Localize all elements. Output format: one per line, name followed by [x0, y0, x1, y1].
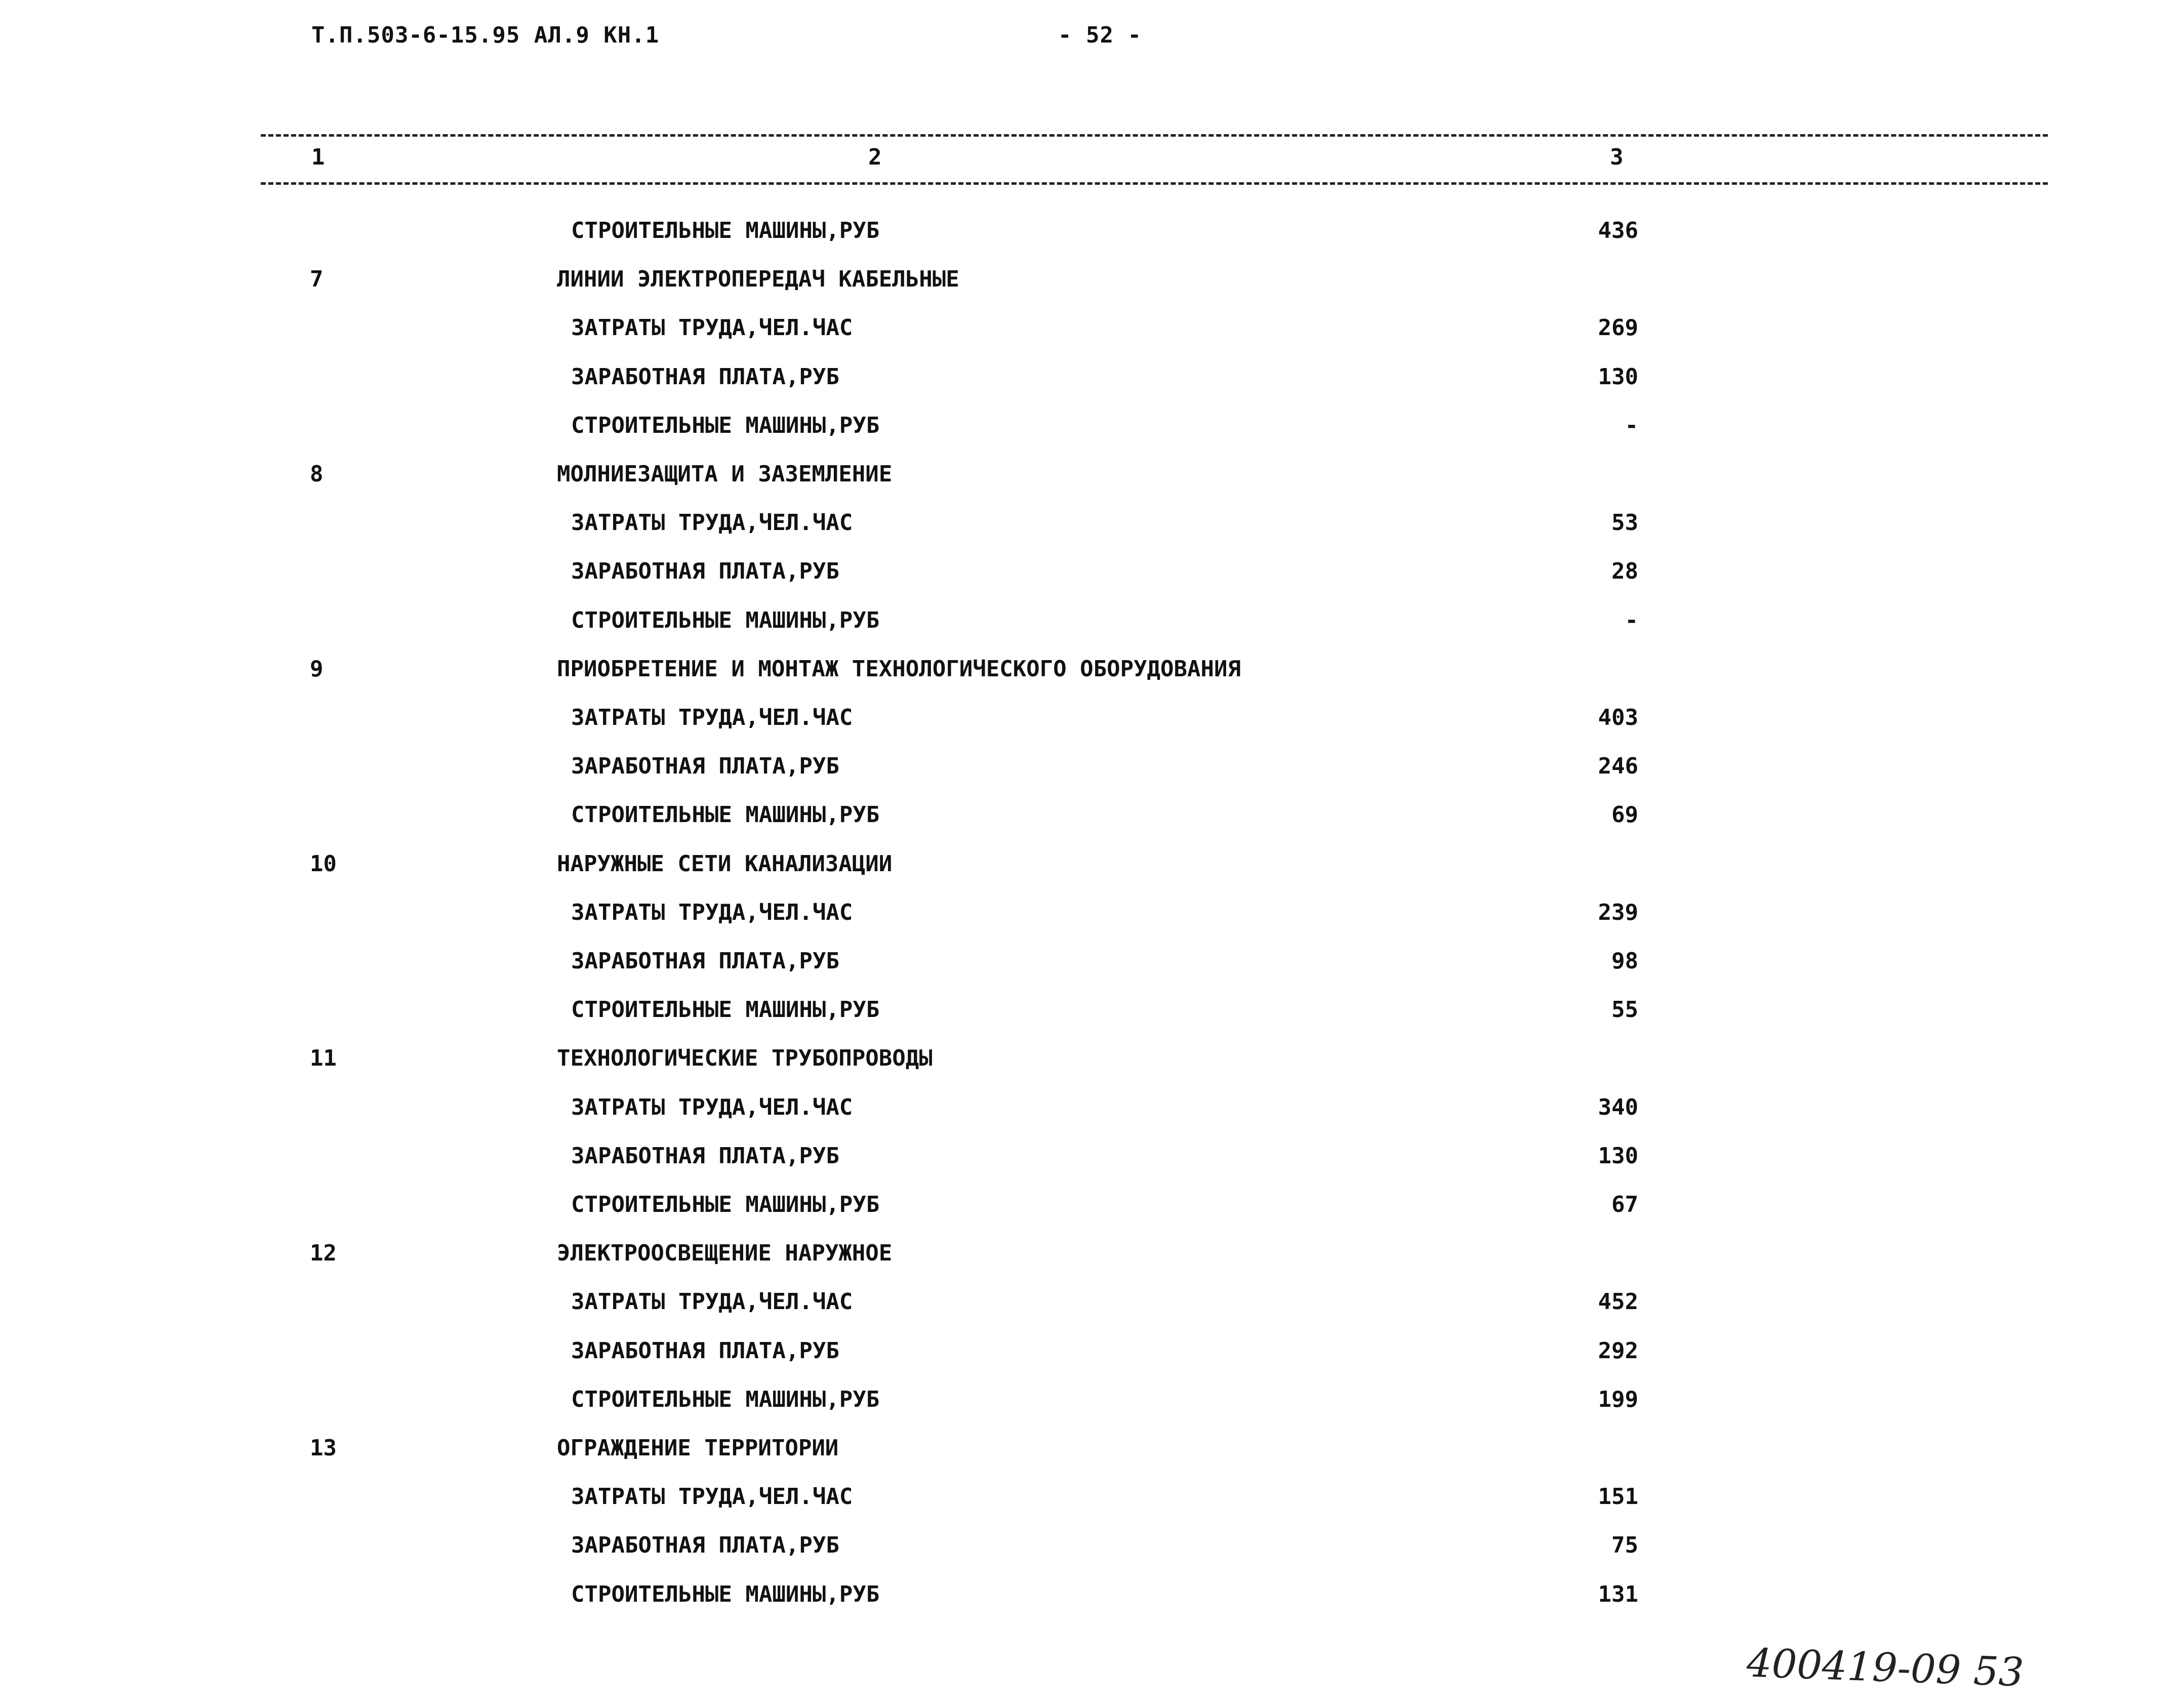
table-row: [0, 802, 2180, 837]
table-row: [0, 1532, 2180, 1568]
item-label: ЗАРАБОТНАЯ ПЛАТА,РУБ: [571, 753, 839, 780]
section-title: ЛИНИИ ЭЛЕКТРОПЕРЕДАЧ КАБЕЛЬНЫЕ: [557, 266, 959, 293]
item-label: СТРОИТЕЛЬНЫЕ МАШИНЫ,РУБ: [571, 997, 880, 1023]
item-value: 53: [1611, 510, 1638, 536]
section-number: 9: [310, 656, 324, 682]
item-value: 130: [1598, 1143, 1638, 1169]
item-label: ЗАРАБОТНАЯ ПЛАТА,РУБ: [571, 948, 839, 974]
item-value: -: [1625, 412, 1638, 438]
item-label: СТРОИТЕЛЬНЫЕ МАШИНЫ,РУБ: [571, 412, 880, 438]
table-row: [0, 1143, 2180, 1178]
section-row: [0, 266, 2180, 302]
table-row: [0, 413, 2180, 448]
item-value: 98: [1611, 948, 1638, 974]
item-value: 239: [1598, 899, 1638, 925]
item-label: СТРОИТЕЛЬНЫЕ МАШИНЫ,РУБ: [571, 802, 880, 828]
table-row: [0, 315, 2180, 350]
section-row: [0, 1045, 2180, 1081]
item-label: СТРОИТЕЛЬНЫЕ МАШИНЫ,РУБ: [571, 1581, 880, 1607]
item-label: ЗАТРАТЫ ТРУДА,ЧЕЛ.ЧАС: [571, 510, 853, 536]
section-title: ОГРАЖДЕНИЕ ТЕРРИТОРИИ: [557, 1435, 839, 1461]
table-row: [0, 1289, 2180, 1324]
item-label: ЗАТРАТЫ ТРУДА,ЧЕЛ.ЧАС: [571, 1484, 853, 1510]
table-row: [0, 753, 2180, 789]
table-row: [0, 705, 2180, 740]
table-row: [0, 218, 2180, 253]
item-label: ЗАРАБОТНАЯ ПЛАТА,РУБ: [571, 363, 839, 390]
section-row: [0, 461, 2180, 497]
table-row: [0, 948, 2180, 984]
item-value: 131: [1598, 1581, 1638, 1607]
table-row: [0, 900, 2180, 935]
column-header-1: 1: [311, 144, 325, 170]
item-value: 67: [1611, 1192, 1638, 1217]
table-row: [0, 364, 2180, 399]
item-value: 28: [1611, 558, 1638, 585]
section-title: ТЕХНОЛОГИЧЕСКИЕ ТРУБОПРОВОДЫ: [557, 1045, 933, 1072]
item-value: 55: [1611, 997, 1638, 1023]
section-title: ПРИОБРЕТЕНИЕ И МОНТАЖ ТЕХНОЛОГИЧЕСКОГО ОБОРУДОВАНИЯ: [557, 656, 1241, 682]
item-value: 130: [1598, 363, 1638, 390]
section-row: [0, 1435, 2180, 1471]
item-label: ЗАТРАТЫ ТРУДА,ЧЕЛ.ЧАС: [571, 1094, 853, 1120]
table-top-rule: [261, 134, 2048, 137]
item-label: ЗАТРАТЫ ТРУДА,ЧЕЛ.ЧАС: [571, 1289, 853, 1315]
table-row: [0, 1338, 2180, 1373]
column-header-3: 3: [1610, 144, 1624, 170]
section-number: 8: [310, 461, 324, 487]
table-row: [0, 510, 2180, 545]
section-number: 12: [310, 1240, 337, 1267]
document-code: Т.П.503-6-15.95 АЛ.9 КН.1: [311, 22, 660, 48]
table-row: [0, 997, 2180, 1032]
section-number: 7: [310, 266, 324, 293]
item-value: 340: [1598, 1094, 1638, 1120]
table-header-rule: [261, 182, 2048, 185]
item-value: 452: [1598, 1289, 1638, 1315]
item-value: -: [1625, 607, 1638, 633]
section-title: МОЛНИЕЗАЩИТА И ЗАЗЕМЛЕНИЕ: [557, 461, 893, 487]
item-label: ЗАРАБОТНАЯ ПЛАТА,РУБ: [571, 1532, 839, 1559]
section-row: [0, 1240, 2180, 1276]
table-row: [0, 1094, 2180, 1130]
section-row: [0, 851, 2180, 886]
table-row: [0, 607, 2180, 643]
item-label: ЗАРАБОТНАЯ ПЛАТА,РУБ: [571, 1143, 839, 1169]
table-row: [0, 558, 2180, 594]
item-label: ЗАТРАТЫ ТРУДА,ЧЕЛ.ЧАС: [571, 705, 853, 730]
item-label: ЗАТРАТЫ ТРУДА,ЧЕЛ.ЧАС: [571, 899, 853, 925]
handwritten-signature: 400419-09 53: [1746, 1640, 2025, 1696]
section-title: ЭЛЕКТРООСВЕЩЕНИЕ НАРУЖНОЕ: [557, 1240, 893, 1267]
item-value: 292: [1598, 1337, 1638, 1364]
table-row: [0, 1387, 2180, 1422]
item-label: ЗАРАБОТНАЯ ПЛАТА,РУБ: [571, 558, 839, 585]
column-header-2: 2: [868, 144, 882, 170]
section-number: 11: [310, 1045, 337, 1072]
item-value: 69: [1611, 802, 1638, 828]
section-title: НАРУЖНЫЕ СЕТИ КАНАЛИЗАЦИИ: [557, 850, 893, 877]
item-value: 403: [1598, 705, 1638, 730]
section-number: 10: [310, 850, 337, 877]
item-label: ЗАРАБОТНАЯ ПЛАТА,РУБ: [571, 1337, 839, 1364]
item-value: 436: [1598, 218, 1638, 243]
section-number: 13: [310, 1435, 337, 1461]
item-value: 151: [1598, 1484, 1638, 1510]
item-label: СТРОИТЕЛЬНЫЕ МАШИНЫ,РУБ: [571, 1386, 880, 1412]
table-row: [0, 1484, 2180, 1519]
table-row: [0, 1192, 2180, 1227]
item-label: СТРОИТЕЛЬНЫЕ МАШИНЫ,РУБ: [571, 607, 880, 633]
item-value: 269: [1598, 315, 1638, 341]
table-row: [0, 1581, 2180, 1617]
item-label: ЗАТРАТЫ ТРУДА,ЧЕЛ.ЧАС: [571, 315, 853, 341]
item-label: СТРОИТЕЛЬНЫЕ МАШИНЫ,РУБ: [571, 218, 880, 243]
section-row: [0, 656, 2180, 692]
item-value: 246: [1598, 753, 1638, 780]
item-value: 75: [1611, 1532, 1638, 1559]
item-label: СТРОИТЕЛЬНЫЕ МАШИНЫ,РУБ: [571, 1192, 880, 1217]
item-value: 199: [1598, 1386, 1638, 1412]
page-number: - 52 -: [1058, 22, 1142, 48]
